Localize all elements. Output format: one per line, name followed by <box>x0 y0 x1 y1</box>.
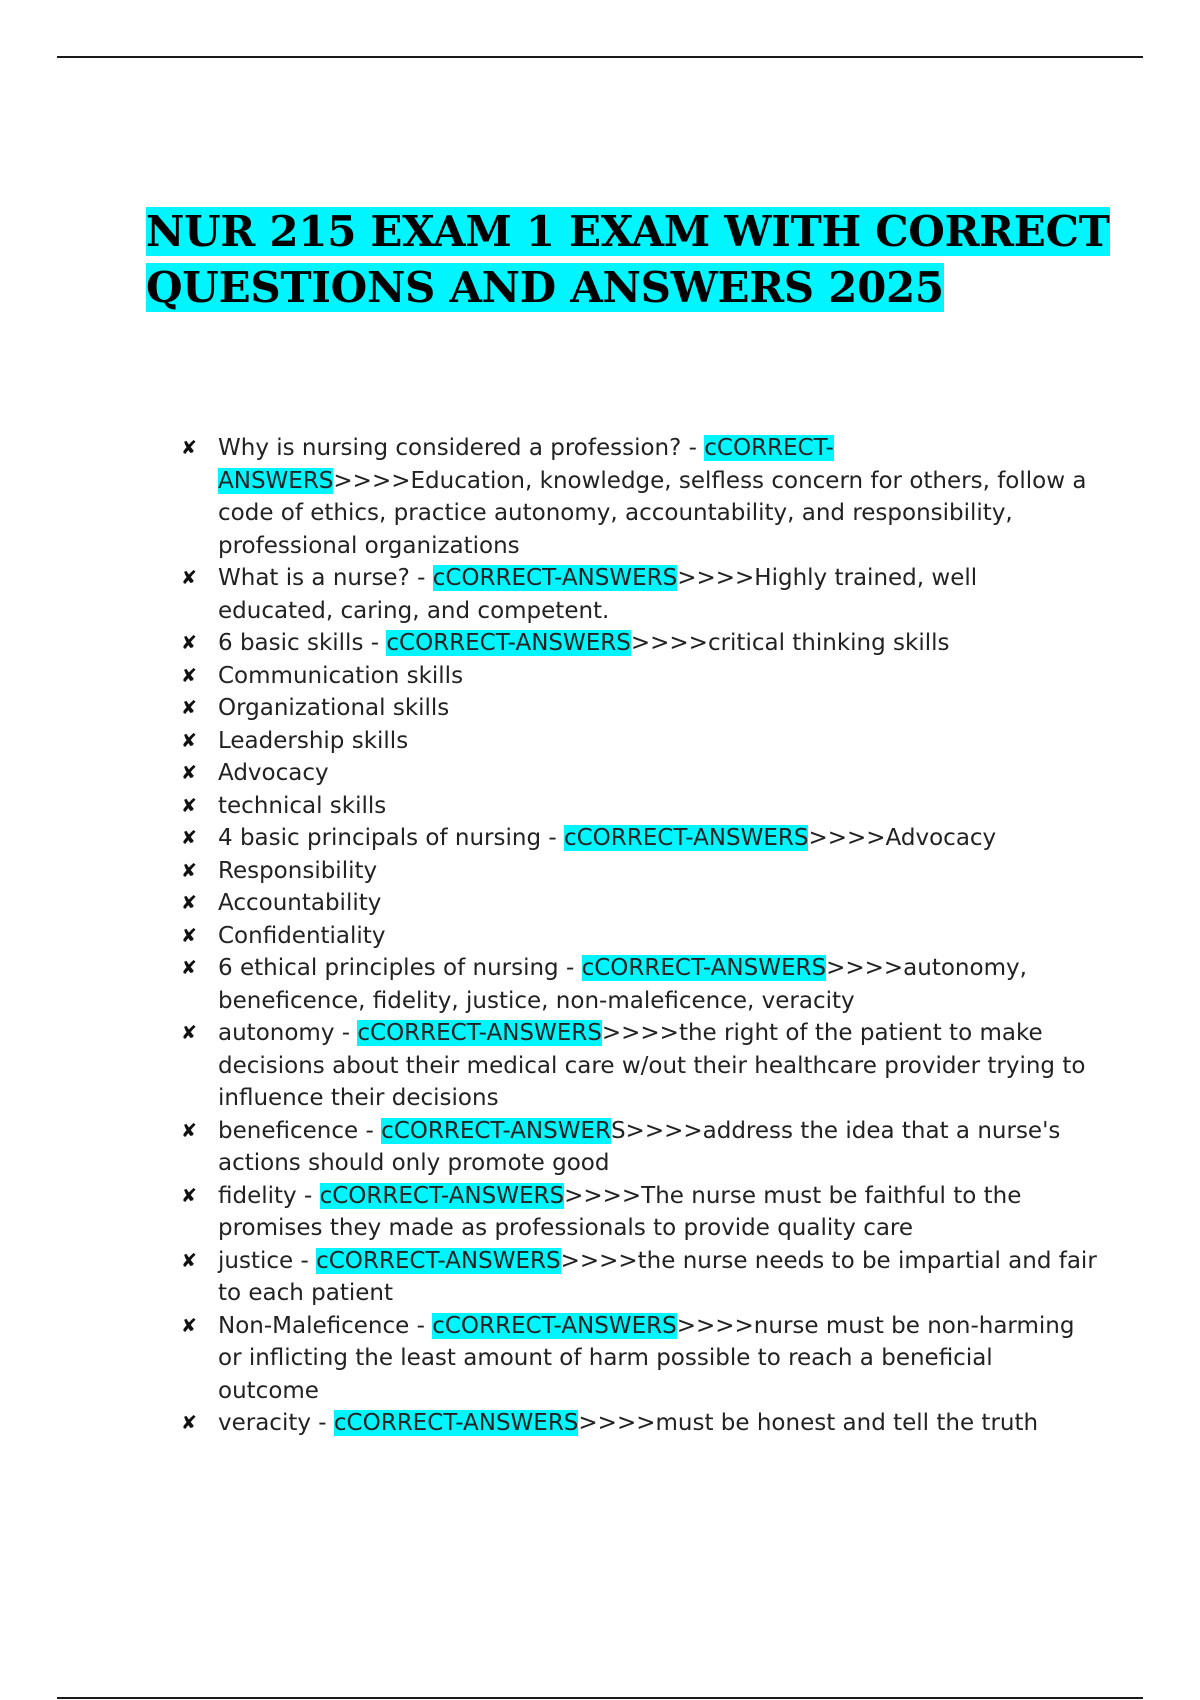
list-item <box>0 692 1098 725</box>
answer-text: >>>>critical thinking skills <box>630 630 950 656</box>
list-item <box>0 432 1098 562</box>
question-text: technical skills <box>218 792 387 819</box>
answer-tag: cCORRECT-ANSWERS <box>333 1410 579 1436</box>
question-text: Advocacy <box>218 760 329 786</box>
list-item <box>0 1245 1098 1310</box>
cross-mark-icon: ✘ <box>181 437 197 459</box>
answer-text: >>>>the right of the patient to make decisions about their medical care w/out their healthcare provider trying to influence their decisions <box>218 1020 1086 1111</box>
question-text: fidelity - <box>218 1182 320 1209</box>
answer-tag: cCORRECT-ANSWERS <box>218 435 834 494</box>
question-text: Responsibility <box>218 857 378 884</box>
answer-text: >>>>Highly trained, well educated, caring, and competent. <box>218 565 978 624</box>
question-text: 6 basic skills - <box>218 630 387 656</box>
answer-text: >>>>Education, knowledge, selfless concern for others, follow a code of ethics, practice autonomy, accountability, and responsibility, professional organizations <box>218 467 1087 559</box>
list-item <box>0 822 1098 855</box>
document-title <box>146 204 1126 316</box>
list-item <box>0 790 1098 823</box>
answer-tag: cCORRECT-ANSWERS <box>581 955 827 981</box>
cross-mark-icon: ✘ <box>181 794 197 817</box>
question-text: What is a nurse? - <box>218 565 433 591</box>
title-highlight: NUR 215 EXAM 1 EXAM WITH CORRECT QUESTIONS AND ANSWERS 2025 <box>146 207 1110 312</box>
bottom-rule <box>57 1697 1143 1699</box>
cross-mark-icon: ✘ <box>181 762 197 784</box>
cross-mark-icon: ✘ <box>181 664 197 687</box>
question-text: Why is nursing considered a profession? - <box>218 435 705 461</box>
answer-tag: cCORRECT-ANSWERS <box>432 1312 677 1339</box>
question-text: autonomy - <box>218 1020 358 1046</box>
question-text: Communication skills <box>218 662 464 689</box>
answer-text: >>>>The nurse must be faithful to the promises they made as professionals to provide quality care <box>218 1182 1022 1241</box>
qa-list <box>0 432 1200 1440</box>
question-text: veracity - <box>218 1410 334 1436</box>
list-item <box>0 757 1098 790</box>
list-item <box>0 1115 1098 1180</box>
cross-mark-icon: ✘ <box>181 729 197 752</box>
list-item <box>0 920 1098 953</box>
answer-text: >>>>nurse must be non-harming or inflicting the least amount of harm possible to reach a beneficial outcome <box>218 1312 1075 1404</box>
cross-mark-icon: ✘ <box>181 1412 197 1434</box>
answer-tag: cCORRECT-ANSWERS <box>316 1247 561 1274</box>
question-text: Accountability <box>218 890 382 916</box>
answer-text: >>>>Advocacy <box>808 825 997 851</box>
cross-mark-icon: ✘ <box>181 859 197 882</box>
list-item <box>0 660 1098 693</box>
cross-mark-icon: ✘ <box>181 924 197 947</box>
question-text: 6 ethical principles of nursing - <box>218 955 582 981</box>
answer-text: >>>>the nurse needs to be impartial and fair to each patient <box>218 1247 1097 1306</box>
cross-mark-icon: ✘ <box>181 1249 197 1272</box>
answer-tag: cCORRECT-ANSWER <box>381 1117 611 1144</box>
list-item <box>0 627 1098 660</box>
list-item <box>0 1017 1098 1115</box>
answer-tag: cCORRECT-ANSWERS <box>319 1182 565 1209</box>
question-text: Organizational skills <box>218 695 450 721</box>
cross-mark-icon: ✘ <box>181 1022 197 1044</box>
cross-mark-icon: ✘ <box>181 1314 197 1337</box>
question-text: 4 basic principals of nursing - <box>218 825 564 851</box>
question-text: beneficence - <box>218 1117 382 1144</box>
list-item <box>0 952 1098 1017</box>
cross-mark-icon: ✘ <box>181 957 197 979</box>
cross-mark-icon: ✘ <box>181 1184 197 1207</box>
top-rule <box>57 56 1143 58</box>
cross-mark-icon: ✘ <box>181 632 197 654</box>
list-item <box>0 562 1098 627</box>
question-text: Confidentiality <box>218 922 386 949</box>
cross-mark-icon: ✘ <box>181 697 197 719</box>
cross-mark-icon: ✘ <box>181 1119 197 1142</box>
list-item <box>0 1310 1098 1408</box>
cross-mark-icon: ✘ <box>181 827 197 849</box>
list-item <box>0 887 1098 920</box>
question-text: Non-Maleficence - <box>218 1312 433 1339</box>
list-item <box>0 1407 1098 1440</box>
question-text: Leadership skills <box>218 727 409 754</box>
cross-mark-icon: ✘ <box>181 567 197 589</box>
question-text: justice - <box>218 1247 317 1274</box>
answer-text: >>>>must be honest and tell the truth <box>578 1410 1039 1436</box>
list-item <box>0 725 1098 758</box>
answer-tag: cCORRECT-ANSWERS <box>563 825 809 851</box>
answer-text: S>>>>address the idea that a nurse's actions should only promote good <box>218 1117 1061 1176</box>
answer-text: >>>>autonomy, beneficence, fidelity, justice, non-maleficence, veracity <box>218 955 1027 1014</box>
cross-mark-icon: ✘ <box>181 892 197 914</box>
answer-tag: cCORRECT-ANSWERS <box>432 565 678 591</box>
list-item <box>0 855 1098 888</box>
answer-tag: cCORRECT-ANSWERS <box>386 630 631 656</box>
list-item <box>0 1180 1098 1245</box>
answer-tag: cCORRECT-ANSWERS <box>357 1020 602 1046</box>
